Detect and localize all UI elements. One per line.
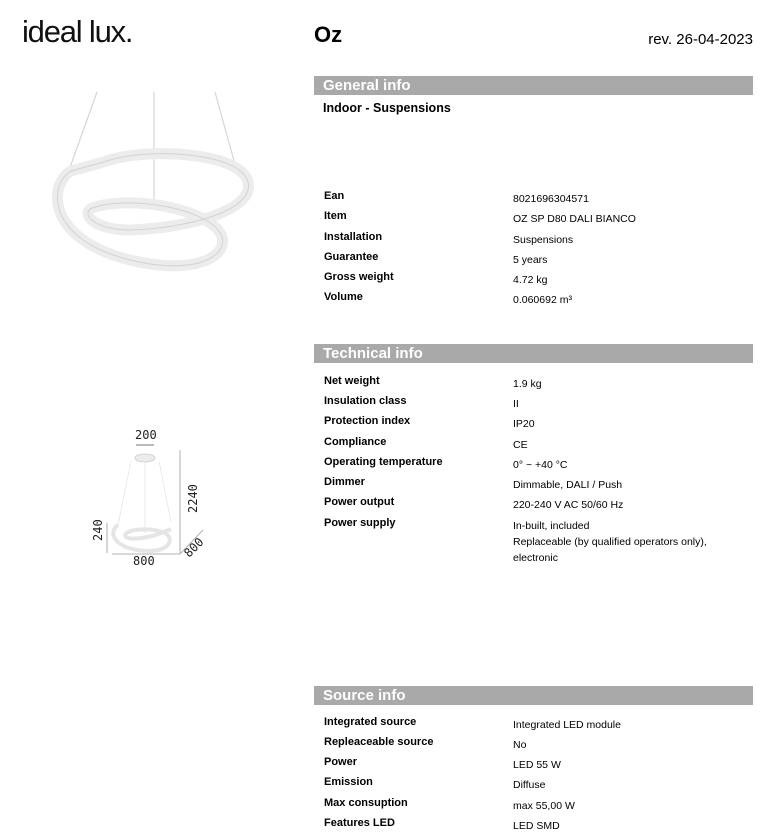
row-label: Power output [324, 496, 395, 508]
row-label: Power [324, 756, 358, 768]
row-label: Volume [324, 291, 363, 303]
dim-width: 800 [133, 554, 155, 568]
row-label: Emission [324, 776, 373, 788]
dim-total-height: 2240 [186, 484, 200, 513]
row-label: Max consuption [324, 797, 408, 809]
row-label: Insulation class [324, 395, 407, 407]
row-value: Dimmable, DALI / Push [513, 479, 623, 491]
row-value-multiline [513, 518, 743, 566]
dim-depth: 800 [181, 534, 207, 561]
row-label: Operating temperature [324, 456, 443, 468]
row-value: IP20 [513, 418, 535, 430]
revision-date: rev. 26-04-2023 [648, 31, 753, 48]
row-value: Integrated LED module [513, 719, 621, 731]
row-value: Suspensions [513, 234, 574, 246]
row-value: Diffuse [513, 779, 546, 791]
row-label: Repleaceable source [324, 736, 434, 748]
row-value-line: electronic [513, 552, 558, 564]
dimension-diagram [85, 425, 220, 575]
row-value-line: Replaceable (by qualified operators only), [513, 536, 707, 548]
row-value: No [513, 739, 527, 751]
dim-body-height: 240 [91, 519, 105, 541]
product-title: Oz [314, 22, 343, 47]
row-value-line: In-built, included [513, 520, 590, 532]
brand-logo: ideal lux. [22, 14, 133, 49]
row-value: II [513, 398, 519, 410]
technical-info-header: Technical info [314, 344, 753, 363]
product-photo [40, 90, 270, 290]
row-label: Ean [324, 190, 345, 202]
row-label: Protection index [324, 415, 411, 427]
row-label: Compliance [324, 436, 387, 448]
row-value: 0.060692 m³ [513, 294, 572, 306]
category-subtitle: Indoor - Suspensions [323, 101, 451, 115]
row-value: OZ SP D80 DALI BIANCO [513, 213, 636, 225]
row-label: Dimmer [324, 476, 365, 488]
row-value: CE [513, 439, 528, 451]
source-info-header: Source info [314, 686, 753, 705]
row-value: 5 years [513, 254, 548, 266]
dim-canopy: 200 [135, 428, 157, 442]
row-value: 220-240 V AC 50/60 Hz [513, 499, 624, 511]
row-value: 0° ~ +40 °C [513, 459, 568, 471]
row-value: LED 55 W [513, 759, 561, 771]
row-value: 8021696304571 [513, 193, 589, 205]
row-label: Gross weight [324, 271, 394, 283]
row-value: LED SMD [513, 820, 560, 832]
row-label: Installation [324, 231, 383, 243]
general-info-header: General info [314, 76, 753, 95]
row-label: Net weight [324, 375, 380, 387]
row-label: Item [324, 210, 347, 222]
row-value: max 55,00 W [513, 800, 575, 812]
row-label: Guarantee [324, 251, 379, 263]
row-label: Features LED [324, 817, 395, 829]
row-value: 1.9 kg [513, 378, 542, 390]
row-label: Power supply [324, 517, 396, 529]
row-label: Integrated source [324, 716, 417, 728]
row-value: 4.72 kg [513, 274, 548, 286]
